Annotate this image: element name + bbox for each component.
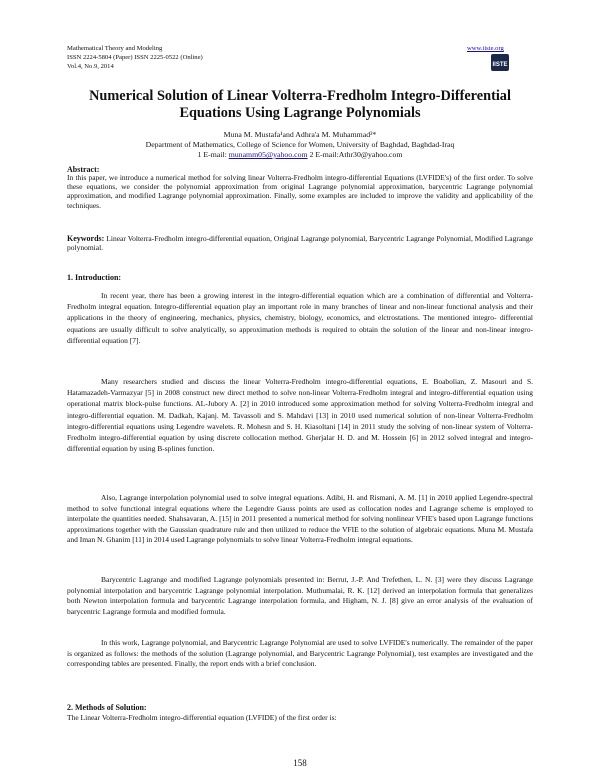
intro-paragraph-2: Many researchers studied and discuss the linear Volterra-Fredholm integro-differential equations, E. Boabolian, Z. Masouri and S. Hatamazadeh-Varmazyar [5] in 2008 construct new direct method to solve non-linear Volterra-Fredholm integral and integro-differential equation using operational matrix block-pulse functions. AL-Jubory A. [2] in 2010 introduced some approximation method for solving Volterra-Fredholm integral and integro-differential equation. M. Dadkah, Kajanj. M. Tavassoli and S. Mahdavi [13] in 2010 used numerical solution of non-linear Volterra-Fredholm integro-differential equations using Legendre wavelets. R. Mohesn and S. H. Kiasoltani [14] in 2011 study the solving of non-linear system of Volterra-Fredholm integro-differential equation by using discrete collocation method. Gherjalar H. D. and M. Hossein [6] in 2012 solved integral and integro-differential equation by using B-splines function. xyxy=(67,377,533,454)
intro-paragraph-4: Barycentric Lagrange and modified Lagrange polynomials presented in: Berrut, J.-P. And Trefethen, L. N. [3] were they discuss Lagrange polynomial interpolation and barycentric Lagrange polynomial interpolation. Muthumalai, R. K. [12] derived an interpolation formula that generalizes both Newton interpolation formula and barycentric Lagrange interpolation formula, and Higham, N. J. [8] give an error analysis of the evaluation of barycentric Lagrange formula and modified formula. xyxy=(67,575,533,616)
intro-paragraph-1: In recent year, there has been a growing interest in the integro-differential equation which are a combination of differential and Volterra-Fredholm integral equation. Integro-differential equation play an important role in many branches of linear and non-linear functional analysis and their applications in the theory of engineering, mechanics, physics, chemistry, biology, economics, and elctrostations. The mentioned integro- differential equations are usually difficult to solve analytically, so approximation methods is required to obtain the solution of the linear and non-linear integro-differential equation [7]. xyxy=(67,291,533,345)
email-link-2[interactable]: Athr30@yahoo.com xyxy=(338,150,403,159)
issn: ISSN 2224-5804 (Paper) ISSN 2225-0522 (Online) xyxy=(67,54,203,61)
section-1-heading: 1. Introduction: xyxy=(67,273,122,282)
website-link[interactable]: www.iiste.org xyxy=(467,45,504,52)
page-number: 158 xyxy=(293,758,307,768)
keywords xyxy=(67,234,533,252)
section-2-heading: 2. Methods of Solution: xyxy=(67,703,147,712)
intro-paragraph-5: In this work, Lagrange polynomial, and Barycentric Lagrange Polynomial are used to solve LVFIDE's numerically. The remainder of the paper is organized as follows: the methods of the solution (Lagrange polynomial, and Barycentric Lagrange Polynomial), test examples are investigated and the corresponding tables are presented. Finally, the report ends with a brief conclusion. xyxy=(67,638,533,669)
volume: Vol.4, No.9, 2014 xyxy=(67,63,114,70)
logo-text: IISTE xyxy=(492,62,508,68)
iiste-logo xyxy=(491,54,509,71)
intro-paragraph-3: Also, Lagrange interpolation polynomial used to solve integral equations. Adibi, H. and Rismani, A. M. [1] in 2010 applied Legendre-spectral method to solve functional integral equations where the Legendre Gauss points are used as collocation nodes and Lagrange scheme is employed to interpolate the quantities needed. Shahsavaran, A. [15] in 2011 presented a numerical method for solving nonlinear VFIE's based upon Lagrange functions approximations together with the Gaussian quadrature rule and then utilized to reduce the VFIE to the solution of algebraic equations. Muna M. Mustafa and Iman N. Ghanim [11] in 2014 used Lagrange polynomials to solve linear Volterra-Fredholm integral equations. xyxy=(67,493,533,545)
methods-paragraph: The Linear Volterra-Fredholm integro-differential equation (LVFIDE) of the first order is: xyxy=(67,713,337,722)
email-link-1[interactable]: munamm05@yahoo.com xyxy=(228,150,308,159)
email-prefix-1: 1 E-mail: xyxy=(197,150,229,159)
abstract-heading: Abstract: xyxy=(67,165,100,174)
paper-title: Numerical Solution of Linear Volterra-Fredholm Integro-Differential Equations Using Lagrange Polynomials xyxy=(89,88,511,121)
email-prefix-2: 2 E-mail: xyxy=(307,150,339,159)
affiliation: Department of Mathematics, College of Science for Women, University of Baghdad, Baghdad-Iraq xyxy=(145,140,455,149)
keywords-heading: Keywords: xyxy=(67,234,105,243)
abstract-text: In this paper, we introduce a numerical method for solving linear Volterra-Fredholm integro-differential Equations (LVFIDE's) of the first order. To solve these equations, we consider the polynomial approximation from original Lagrange polynomial approximation, barycentric Lagrange polynomial approximation, and modified Lagrange polynomial approximation. Finally, some examples are included to improve the validity and applicability of the techniques. xyxy=(67,173,533,210)
authors: Muna M. Mustafa¹and Adhra'a M. Muhammad²* xyxy=(223,130,377,139)
journal-name: Mathematical Theory and Modeling xyxy=(67,45,163,52)
keywords-text: Linear Volterra-Fredholm integro-differential equation, Original Lagrange polynomial, Barycentric Lagrange Polynomial, Modified Lagrange polynomial. xyxy=(67,234,533,253)
emails xyxy=(60,150,540,160)
